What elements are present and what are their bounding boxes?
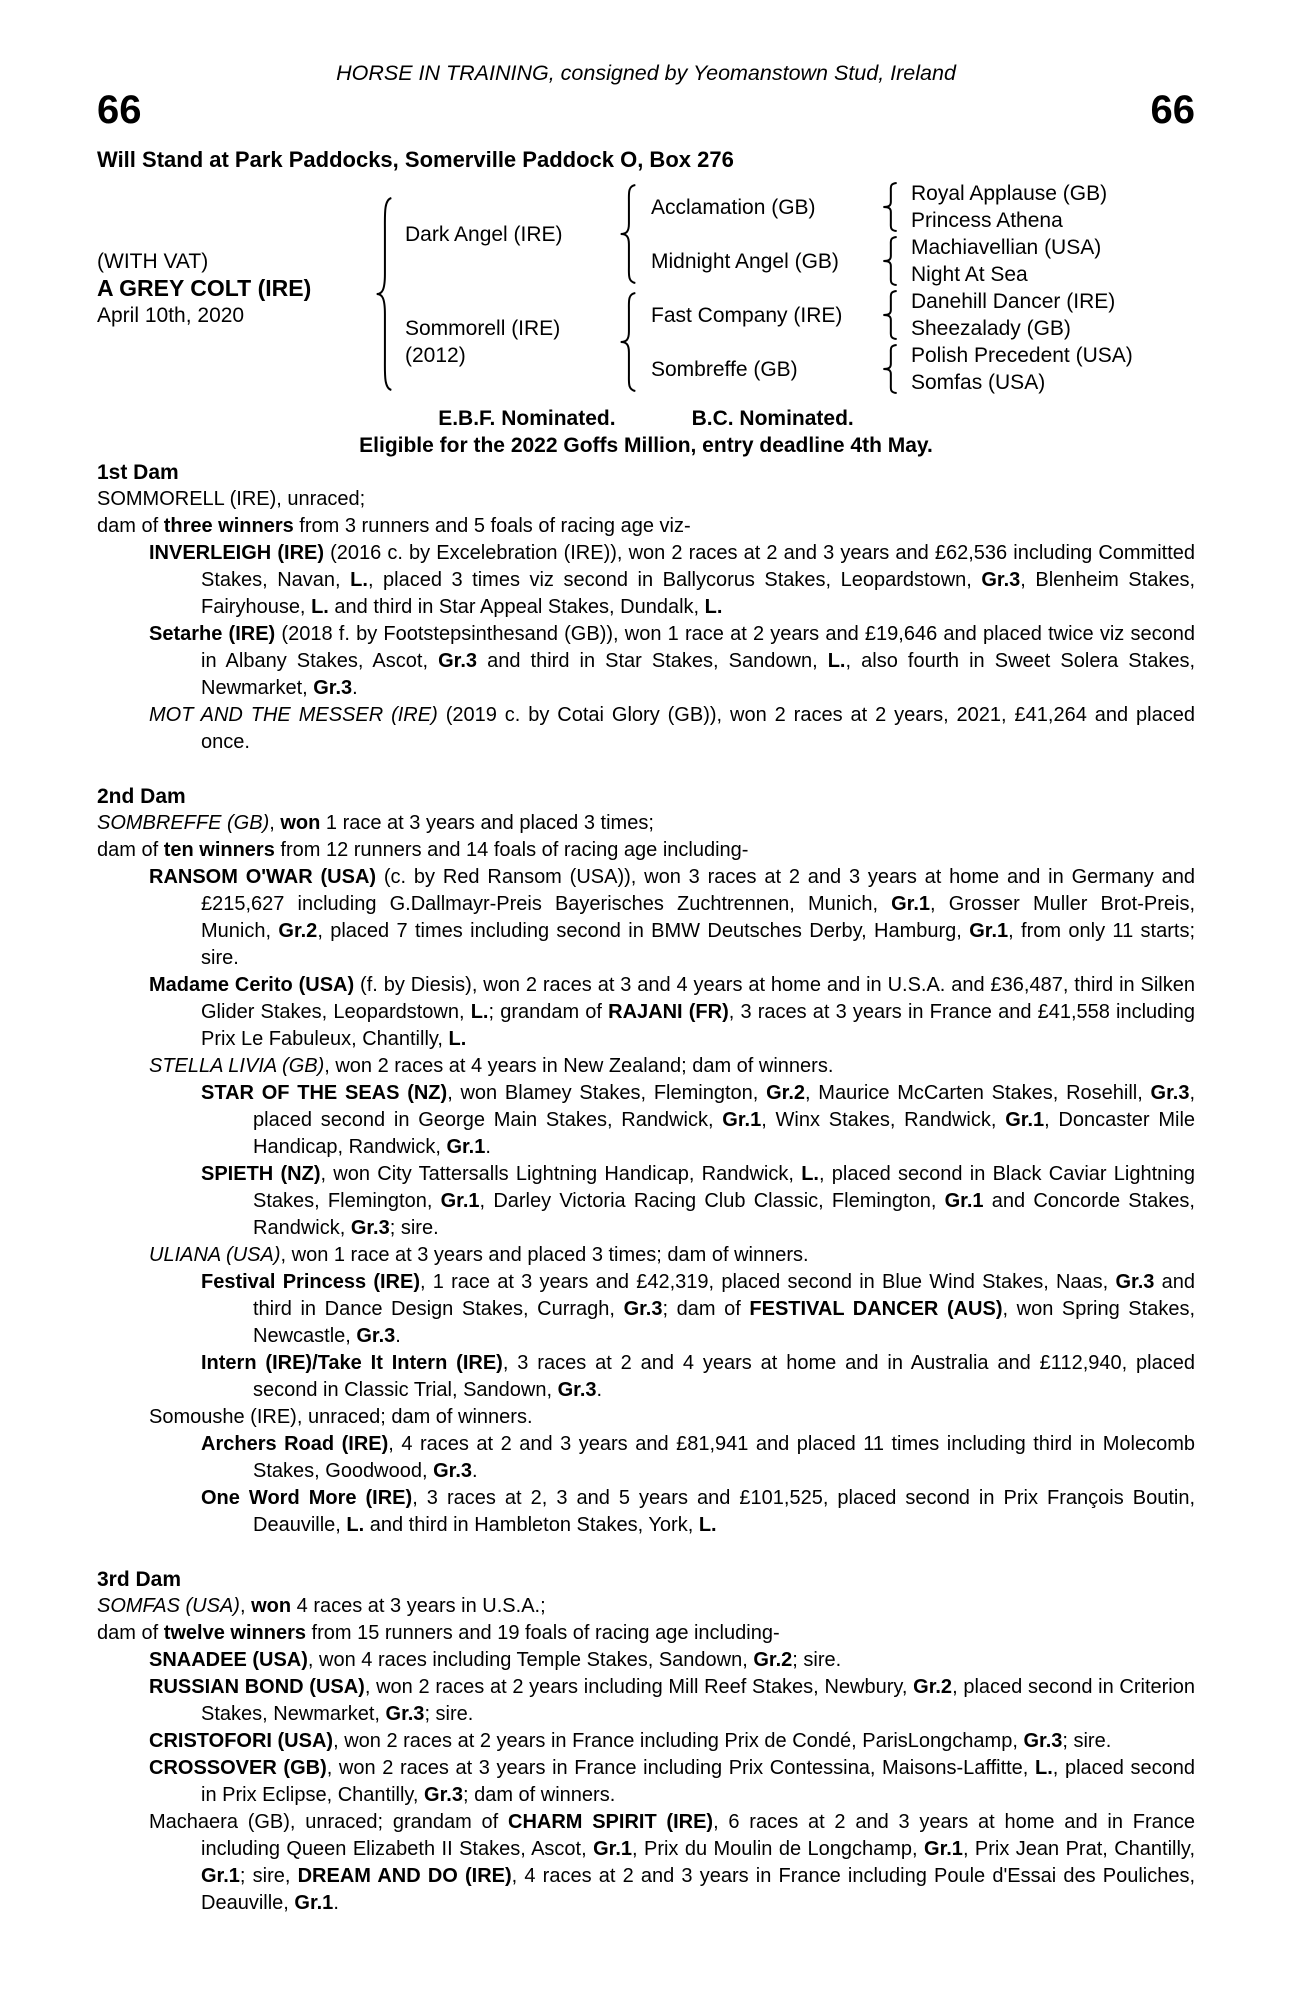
text-segment: , from only 11 starts; sire. [201, 920, 1195, 969]
text-segment: Gr.3 [350, 1217, 390, 1239]
text-segment: Gr.1 [593, 1838, 632, 1860]
text-segment: three winners [163, 515, 294, 537]
text-segment: Gr.3 [385, 1703, 425, 1725]
dam-heading: 3rd Dam [97, 1568, 182, 1591]
text-segment: ten winners [163, 839, 275, 861]
text-segment: ULIANA (USA) [149, 1244, 281, 1266]
text-segment: , Maurice McCarten Stakes, Rosehill, [805, 1082, 1151, 1104]
text-segment: won [280, 812, 321, 834]
text-segment: SNAADEE (USA) [149, 1649, 308, 1671]
text-segment: Gr.1 [891, 893, 931, 915]
pedigree-paragraph [97, 1053, 1195, 1080]
pedigree-paragraph [97, 621, 1195, 702]
pedigree-paragraph [97, 837, 1195, 864]
text-segment: ; sire. [792, 1649, 842, 1671]
text-segment: (2016 c. by Excelebration (IRE)), won 2 races at 2 and 3 years and £62,536 including Committed Stakes, Navan, [201, 542, 1196, 591]
text-segment: ; sire. [424, 1703, 474, 1725]
pedigree-paragraph [97, 1647, 1195, 1674]
text-segment: ; grandam of [488, 1001, 609, 1023]
text-segment: ; dam of winners. [462, 1784, 616, 1806]
subject-foal-date: April 10th, 2020 [97, 303, 245, 327]
pedigree-ancestor: Polish Precedent (USA) [911, 344, 1133, 367]
pedigree-paragraph [97, 864, 1195, 972]
sire-name: Dark Angel (IRE) [405, 222, 563, 246]
text-segment: dam of [97, 515, 164, 537]
text-segment: CHARM SPIRIT (IRE) [508, 1811, 714, 1833]
text-segment: , Prix du Moulin de Longchamp, [632, 1838, 925, 1860]
text-segment: Gr.3 [623, 1298, 663, 1320]
pedigree-paragraph [97, 972, 1195, 1053]
pedigree-brace-main [369, 180, 399, 396]
text-segment: . [352, 677, 358, 699]
text-segment: and Concorde Stakes, Randwick, [253, 1190, 1195, 1239]
pedigree-paragraph [97, 1593, 1195, 1620]
text-segment: Archers Road (IRE) [201, 1433, 389, 1455]
pedigree-paragraph [97, 1755, 1195, 1809]
text-segment: , 4 races at 2 and 3 years in France including Poule d'Essai des Pouliches, Deauville, [201, 1865, 1196, 1914]
text-segment: ; dam of [662, 1298, 750, 1320]
text-segment: DREAM AND DO (IRE) [297, 1865, 512, 1887]
pedigree-brace-gen3 [873, 288, 907, 342]
pedigree-paragraph [97, 1161, 1195, 1242]
dam-year: (2012) [405, 344, 466, 367]
pedigree-ancestor: Danehill Dancer (IRE) [911, 290, 1116, 313]
text-segment: SOMBREFFE (GB) [97, 812, 270, 834]
pedigree-paragraph [97, 1485, 1195, 1539]
subject-name: A GREY COLT (IRE) [97, 274, 312, 301]
text-segment: , Doncaster Mile Handicap, Randwick, [253, 1109, 1196, 1158]
text-segment: (2018 f. by Footstepsinthesand (GB)), won 1 race at 2 years and £19,646 and placed twice viz second in Albany Stakes, Ascot, [201, 623, 1195, 672]
text-segment: Gr.1 [924, 1838, 963, 1860]
text-segment: (2019 c. by Cotai Glory (GB)), won 2 races at 2 years, 2021, £41,264 and placed once. [201, 704, 1195, 753]
text-segment: Gr.3 [557, 1379, 597, 1401]
text-segment: FESTIVAL DANCER (AUS) [749, 1298, 1003, 1320]
pedigree-paragraph [97, 1080, 1195, 1161]
text-segment: Gr.3 [981, 569, 1021, 591]
pedigree-brace-gen3 [873, 342, 907, 396]
pedigree-paragraph [97, 513, 1195, 540]
text-segment: , 1 race at 3 years and £42,319, placed second in Blue Wind Stakes, Naas, [420, 1271, 1116, 1293]
text-segment: , placed 3 times viz second in Ballycorus Stakes, Leopardstown, [367, 569, 982, 591]
dam-section-1st-dam [97, 459, 1195, 756]
pedigree-paragraph [97, 1620, 1195, 1647]
page-title: HORSE IN TRAINING, consigned by Yeomanstown Stud, Ireland [336, 61, 956, 85]
text-segment: . [472, 1460, 478, 1482]
text-segment: RUSSIAN BOND (USA) [149, 1676, 365, 1698]
pedigree-ancestor: Night At Sea [911, 263, 1028, 286]
text-segment: , won 2 races at 2 years including Mill Reef Stakes, Newbury, [364, 1676, 914, 1698]
text-segment: and third in Star Stakes, Sandown, [477, 650, 828, 672]
pedigree-dam-cell [399, 288, 611, 396]
text-segment: dam of [97, 1622, 164, 1644]
text-segment: ; sire, [239, 1865, 298, 1887]
text-segment: L. [704, 596, 723, 618]
pedigree-paragraph [97, 1674, 1195, 1728]
eligibility-notice: Eligible for the 2022 Goffs Million, entry deadline 4th May. [359, 434, 933, 457]
text-segment: Gr.1 [201, 1865, 240, 1887]
text-segment: . [395, 1325, 401, 1347]
text-segment: , 3 races at 2, 3 and 5 years and £101,525, placed second in Prix François Boutin, Deauville, [253, 1487, 1195, 1536]
text-segment: , 3 races at 3 years in France and £41,558 including Prix Le Fabuleux, Chantilly, [201, 1001, 1195, 1050]
text-segment: Gr.2 [278, 920, 318, 942]
pedigree-brace-dam [611, 288, 645, 396]
text-segment: L. [827, 650, 846, 672]
text-segment: Gr.3 [1115, 1271, 1155, 1293]
pedigree-paragraph [97, 1269, 1195, 1350]
text-segment: Festival Princess (IRE) [201, 1271, 420, 1293]
pedigree-brace-gen3 [873, 180, 907, 234]
text-segment: , 4 races at 2 and 3 years and £81,941 and placed 11 times including third in Molecomb Stakes, Goodwood, [253, 1433, 1196, 1482]
pedigree-brace-gen3 [873, 234, 907, 288]
text-segment: , placed second in Prix Eclipse, Chantilly, [201, 1757, 1195, 1806]
text-segment: MOT AND THE MESSER (IRE) [149, 704, 438, 726]
text-segment: RANSOM O'WAR (USA) [149, 866, 377, 888]
text-segment: Gr.3 [1150, 1082, 1190, 1104]
lot-number-left: 66 [97, 88, 142, 132]
text-segment: SPIETH (NZ) [201, 1163, 321, 1185]
text-segment: ; sire. [1062, 1730, 1112, 1752]
text-segment: 4 races at 3 years in U.S.A.; [291, 1595, 546, 1617]
pedigree-paragraph [97, 1728, 1195, 1755]
text-segment: , also fourth in Sweet Solera Stakes, Newmarket, [201, 650, 1195, 699]
pedigree-paragraph [97, 1809, 1195, 1917]
text-segment: , won 2 races at 4 years in New Zealand; dam of winners. [324, 1055, 834, 1077]
text-segment: Setarhe (IRE) [149, 623, 276, 645]
text-segment: SOMMORELL (IRE), unraced; [97, 488, 366, 510]
text-segment: , won 2 races at 2 years in France including Prix de Condé, ParisLongchamp, [333, 1730, 1024, 1752]
text-segment: STELLA LIVIA (GB) [149, 1055, 325, 1077]
text-segment: Gr.3 [1023, 1730, 1063, 1752]
text-segment: L. [350, 569, 368, 591]
text-segment: Gr.2 [766, 1082, 805, 1104]
pedigree-paragraph [97, 1431, 1195, 1485]
pedigree-ancestor: Machiavellian (USA) [911, 236, 1102, 259]
text-segment: Gr.1 [440, 1190, 480, 1212]
text-segment: , won 1 race at 3 years and placed 3 times; dam of winners. [280, 1244, 809, 1266]
pedigree-ancestor: Somfas (USA) [911, 371, 1046, 394]
text-segment: Gr.2 [913, 1676, 953, 1698]
text-segment: , won 2 races at 3 years in France including Prix Contessina, Maisons-Laffitte, [326, 1757, 1035, 1779]
pedigree-paragraph [97, 540, 1195, 621]
text-segment: twelve winners [163, 1622, 306, 1644]
text-segment: won [251, 1595, 292, 1617]
text-segment: and third in Dance Design Stakes, Curragh, [253, 1271, 1195, 1320]
text-segment: , Blenheim Stakes, Fairyhouse, [201, 569, 1196, 618]
pedigree-paragraph [97, 810, 1195, 837]
text-segment: L. [1034, 1757, 1053, 1779]
text-segment: , placed 7 times including second in BMW Deutsches Derby, Hamburg, [317, 920, 970, 942]
dam-name: Sommorell (IRE) [405, 317, 561, 340]
pedigree-subject [97, 180, 369, 396]
text-segment: L. [448, 1028, 467, 1050]
text-segment: Gr.3 [313, 677, 353, 699]
stand-location: Will Stand at Park Paddocks, Somerville Paddock O, Box 276 [97, 147, 734, 172]
text-segment: Gr.3 [433, 1460, 473, 1482]
dam-section-2nd-dam [97, 783, 1195, 1539]
text-segment: from 15 runners and 19 foals of racing age including- [305, 1622, 780, 1644]
subject-vat-note: (WITH VAT) [97, 249, 209, 273]
text-segment: from 12 runners and 14 foals of racing age including- [274, 839, 749, 861]
text-segment: One Word More (IRE) [201, 1487, 413, 1509]
text-segment: (f. by Diesis), won 2 races at 3 and 4 years at home and in U.S.A. and £36,487, third in Silken Glider Stakes, Leopardstown, [201, 974, 1195, 1023]
text-segment: L. [698, 1514, 717, 1536]
pedigree-paragraph [97, 702, 1195, 756]
pedigree-paragraph [97, 486, 1195, 513]
text-segment: , placed second in George Main Stakes, Randwick, [253, 1082, 1196, 1131]
nomination-notice [97, 405, 1195, 432]
ebf-notice: E.B.F. Nominated. [438, 407, 616, 430]
pedigree-brace-sire [611, 180, 645, 288]
text-segment: Intern (IRE)/Take It Intern (IRE) [201, 1352, 503, 1374]
pedigree-table [97, 180, 1195, 396]
text-segment: , Winx Stakes, Randwick, [761, 1109, 1006, 1131]
text-segment: , Prix Jean Prat, Chantilly, [962, 1838, 1195, 1860]
text-segment: , placed second in Black Caviar Lightning Stakes, Flemington, [253, 1163, 1195, 1212]
pedigree-sire-cell [399, 180, 611, 288]
text-segment: , 3 races at 2 and 4 years at home and in Australia and £112,940, placed second in Classic Trial, Sandown, [253, 1352, 1195, 1401]
pedigree-dams-sire: Fast Company (IRE) [651, 303, 843, 327]
text-segment: , [239, 1595, 252, 1617]
text-segment: RAJANI (FR) [608, 1001, 729, 1023]
text-segment: from 3 runners and 5 foals of racing age viz- [293, 515, 691, 537]
lot-number-row [97, 88, 1195, 132]
dam-heading: 2nd Dam [97, 785, 186, 808]
text-segment: STAR OF THE SEAS (NZ) [201, 1082, 448, 1104]
text-segment: , won Blamey Stakes, Flemington, [447, 1082, 767, 1104]
lot-number-right: 66 [1150, 88, 1195, 132]
text-segment: and third in Hambleton Stakes, York, [364, 1514, 699, 1536]
text-segment: , [269, 812, 281, 834]
text-segment: CRISTOFORI (USA) [149, 1730, 334, 1752]
pedigree-ancestor: Royal Applause (GB) [911, 182, 1108, 205]
text-segment: Gr.3 [424, 1784, 463, 1806]
text-segment: Machaera (GB), unraced; grandam of [149, 1811, 508, 1833]
text-segment: SOMFAS (USA) [97, 1595, 240, 1617]
dam-section-3rd-dam [97, 1566, 1195, 1917]
text-segment: , 6 races at 2 and 3 years at home and in France including Queen Elizabeth II Stakes, Ascot, [201, 1811, 1195, 1860]
text-segment: , won 4 races including Temple Stakes, Sandown, [307, 1649, 754, 1671]
text-segment: ; sire. [389, 1217, 439, 1239]
pedigree-paragraph [97, 1242, 1195, 1269]
pedigree-paragraph [97, 1350, 1195, 1404]
text-segment: CROSSOVER (GB) [149, 1757, 327, 1779]
text-segment: L. [801, 1163, 819, 1185]
pedigree-sires-dam: Midnight Angel (GB) [651, 249, 839, 273]
text-segment: Gr.3 [356, 1325, 396, 1347]
text-segment: . [333, 1892, 339, 1914]
text-segment: , Darley Victoria Racing Club Classic, Flemington, [479, 1190, 945, 1212]
text-segment: Gr.3 [438, 650, 478, 672]
page-content [97, 0, 1195, 1917]
text-segment: dam of [97, 839, 164, 861]
pedigree-ancestor: Sheezalady (GB) [911, 317, 1071, 340]
text-segment: , won City Tattersalls Lightning Handicap, Randwick, [320, 1163, 802, 1185]
pedigree-dams-dam: Sombreffe (GB) [651, 357, 798, 381]
text-segment: Gr.1 [294, 1892, 334, 1914]
text-segment: , won Spring Stakes, Newcastle, [253, 1298, 1196, 1347]
dam-heading: 1st Dam [97, 461, 179, 484]
text-segment: . [596, 1379, 603, 1401]
text-segment: Gr.1 [1005, 1109, 1045, 1131]
text-segment: , placed second in Criterion Stakes, Newmarket, [201, 1676, 1195, 1725]
text-segment: L. [346, 1514, 365, 1536]
pedigree-sires-sire: Acclamation (GB) [651, 195, 816, 219]
text-segment: Gr.1 [446, 1136, 486, 1158]
text-segment: , Grosser Muller Brot-Preis, Munich, [201, 893, 1195, 942]
dam-sections [97, 459, 1195, 1917]
text-segment: L. [470, 1001, 489, 1023]
text-segment: . [485, 1136, 491, 1158]
text-segment: Gr.1 [722, 1109, 762, 1131]
text-segment: Gr.1 [944, 1190, 984, 1212]
text-segment: 1 race at 3 years and placed 3 times; [320, 812, 654, 834]
text-segment: Gr.2 [753, 1649, 793, 1671]
text-segment: L. [311, 596, 329, 618]
text-segment: Gr.1 [969, 920, 1009, 942]
text-segment: (c. by Red Ransom (USA)), won 3 races at 2 and 3 years at home and in Germany and £215,627 including G.Dallmayr-Preis Bayerisches Zuchtrennen, Munich, [201, 866, 1195, 915]
text-segment: INVERLEIGH (IRE) [149, 542, 325, 564]
text-segment: Madame Cerito (USA) [149, 974, 355, 996]
bc-notice: B.C. Nominated. [691, 407, 854, 430]
pedigree-ancestor: Princess Athena [911, 209, 1063, 232]
text-segment: Somoushe (IRE), unraced; dam of winners. [149, 1406, 533, 1428]
text-segment: and third in Star Appeal Stakes, Dundalk, [328, 596, 705, 618]
pedigree-paragraph [97, 1404, 1195, 1431]
